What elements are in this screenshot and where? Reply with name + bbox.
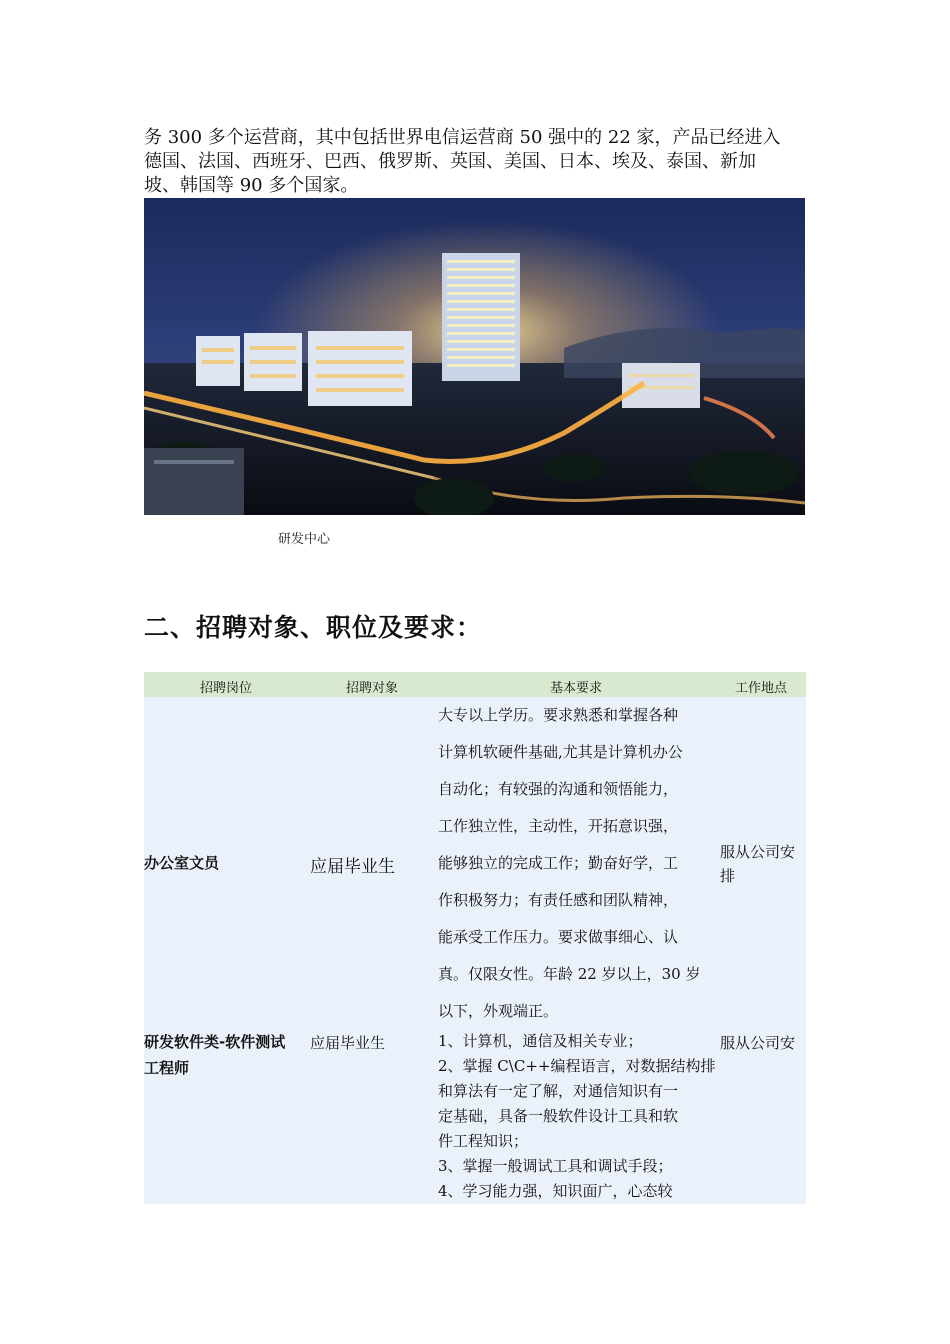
- row2-position: [144, 1029, 285, 1081]
- section-title: 二、招聘对象、职位及要求：: [144, 613, 483, 642]
- header-target: 招聘对象: [346, 681, 399, 696]
- requirement-line: 定基础，具备一般软件设计工具和软: [438, 1107, 679, 1125]
- requirement-line: 和算法有一定了解，对通信知识有一: [438, 1082, 679, 1100]
- recruitment-table: [144, 672, 806, 1204]
- requirement-line: 3、掌握一般调试工具和调试手段；: [438, 1157, 673, 1175]
- row2-target: 应届毕业生: [310, 1034, 386, 1052]
- requirement-line: 能够独立的完成工作；勤奋好学，工: [438, 854, 679, 872]
- table-header-row: [144, 672, 806, 697]
- row2-location: 服从公司安: [720, 1034, 796, 1052]
- header-requirements: 基本要求: [550, 681, 603, 696]
- requirement-line: 2、掌握 C\C++编程语言，对数据结构排: [438, 1057, 716, 1075]
- requirement-line: 真。仅限女性。年龄 22 岁以上，30 岁: [438, 965, 701, 983]
- intro-line: 坡、韩国等 90 多个国家。: [144, 175, 359, 196]
- row2-requirements: [438, 1029, 726, 1204]
- row1-target: 应届毕业生: [310, 857, 395, 877]
- position-line: 研发软件类-软件测试: [144, 1033, 286, 1051]
- requirement-line: 能承受工作压力。要求做事细心、认: [438, 928, 679, 946]
- header-location: 工作地点: [735, 681, 788, 696]
- row1-requirements: [438, 697, 716, 1030]
- requirement-line: 自动化；有较强的沟通和领悟能力，: [438, 780, 679, 798]
- location-line: 排: [720, 867, 736, 885]
- requirement-line: 件工程知识；: [438, 1132, 529, 1150]
- row1-location: [720, 840, 795, 888]
- location-line: 服从公司安: [720, 843, 796, 861]
- requirement-line: 工作独立性，主动性，开拓意识强，: [438, 817, 679, 835]
- intro-line: 务 300 多个运营商，其中包括世界电信运营商 50 强中的 22 家，产品已经进入: [144, 127, 781, 148]
- requirement-line: 1、计算机，通信及相关专业；: [438, 1032, 643, 1050]
- requirement-line: 以下，外观端正。: [438, 1002, 559, 1020]
- photo-caption: 研发中心: [278, 532, 331, 547]
- requirement-line: 4、学习能力强，知识面广，心态较: [438, 1182, 673, 1200]
- header-position: 招聘岗位: [200, 681, 253, 696]
- requirement-line: 大专以上学历。要求熟悉和掌握各种: [438, 706, 679, 724]
- row1-position: 办公室文员: [144, 854, 220, 872]
- requirement-line: 计算机软硬件基础,尤其是计算机办公: [438, 743, 683, 761]
- intro-line: 德国、法国、西班牙、巴西、俄罗斯、英国、美国、日本、埃及、泰国、新加: [144, 151, 756, 172]
- position-line: 工程师: [144, 1059, 190, 1077]
- rd-center-night-photo: [144, 198, 805, 515]
- intro-paragraph: [144, 126, 804, 198]
- requirement-line: 作积极努力；有责任感和团队精神，: [438, 891, 679, 909]
